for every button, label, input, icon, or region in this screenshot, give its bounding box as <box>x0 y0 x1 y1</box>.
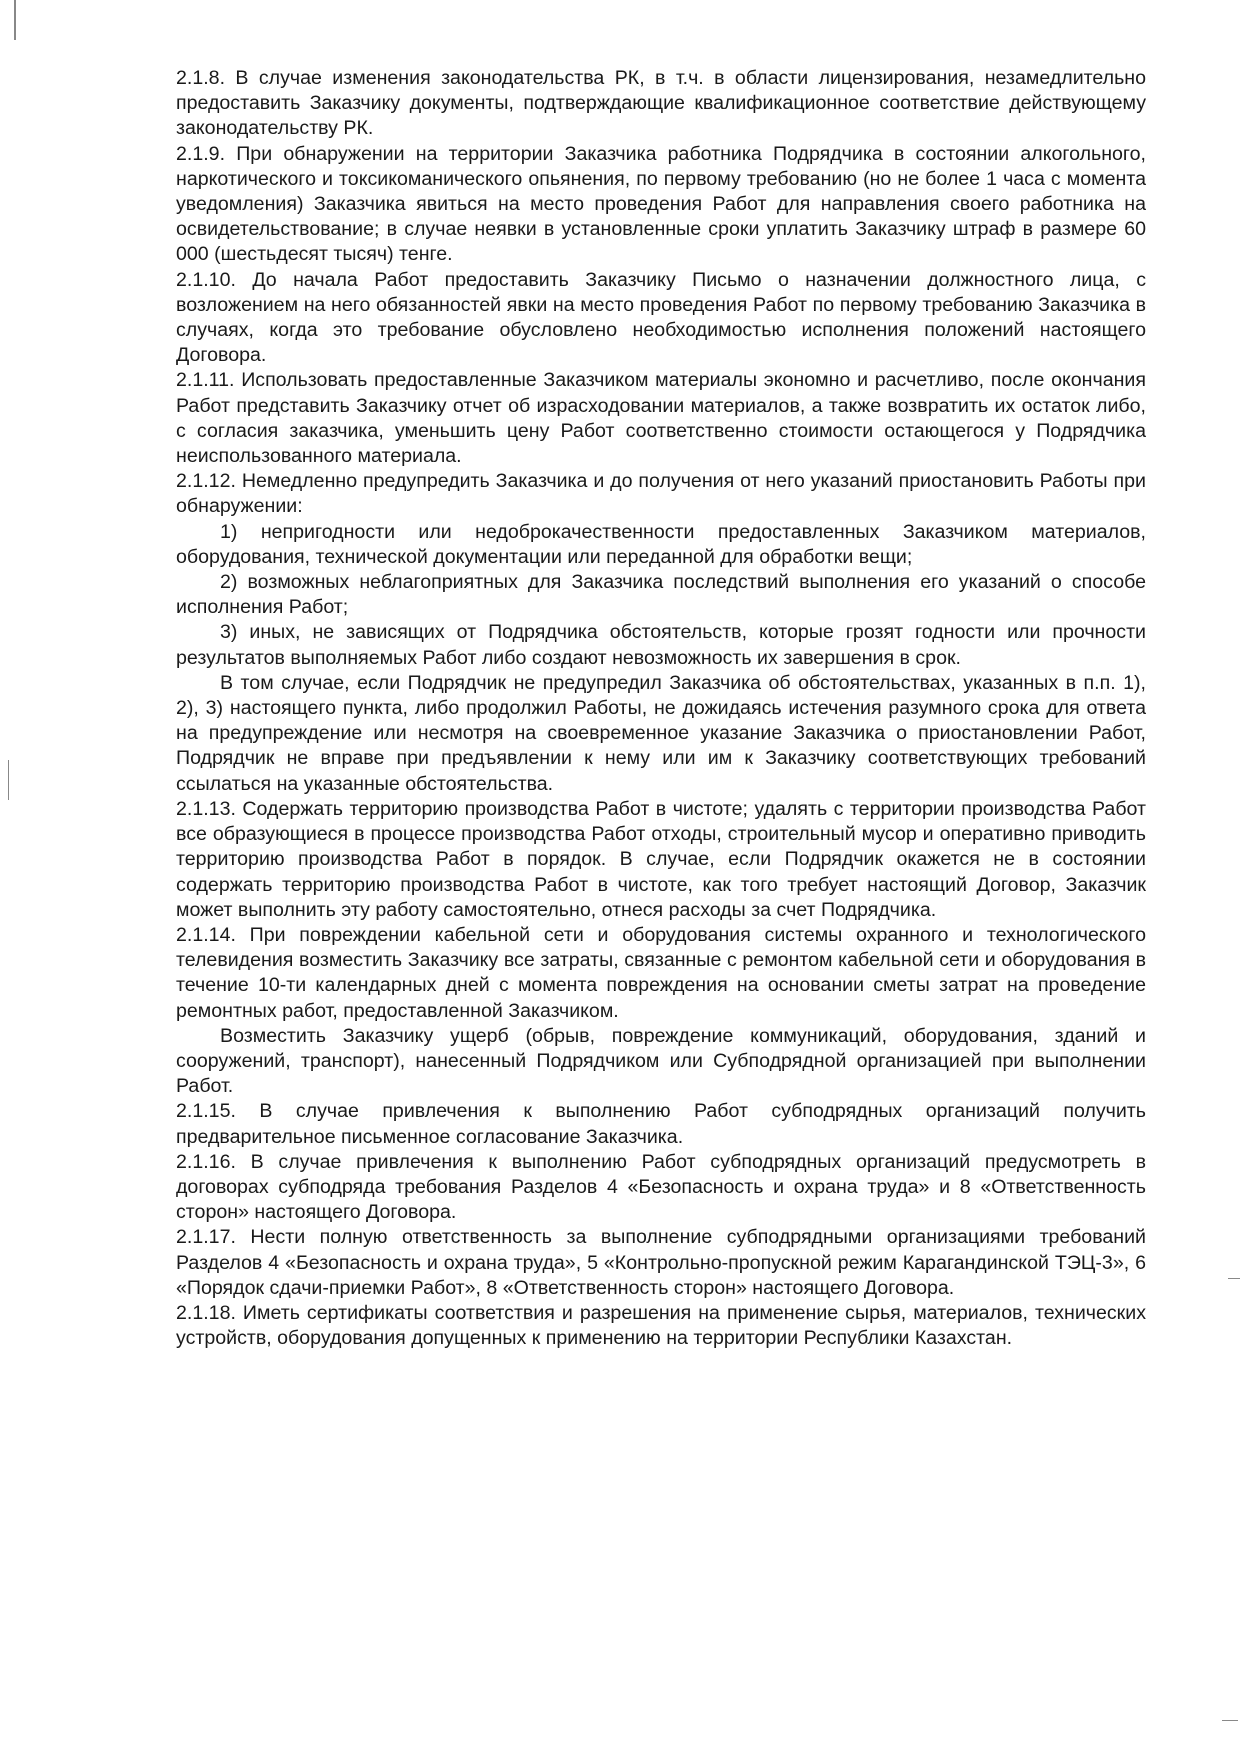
clause-2-1-13: 2.1.13. Содержать территорию производства Работ в чистоте; удалять с территории производства Работ все образующиеся в процессе производства Работ отходы, строительный мусор и оперативно приводить территорию производства Работ в порядок. В случае, если Подрядчик окажется не в состоянии содержать территорию производства Работ в чистоте, как того требует настоящий Договор, Заказчик может выполнить эту работу самостоятельно, отнеся расходы за счет Подрядчика. <box>176 797 1146 921</box>
clause-2-1-12: 2.1.12. Немедленно предупредить Заказчика и до получения от него указаний приостановить Работы при обнаружении: <box>176 470 1146 518</box>
clause-2-1-14: 2.1.14. При повреждении кабельной сети и оборудования системы охранного и технологического телевидения возместить Заказчику все затраты, связанные с ремонтом кабельной сети и оборудования в течение 10-ти календарных дней с момента повреждения на основании сметы затрат на проведение ремонтных работ, предоставленной Заказчиком. <box>176 923 1146 1022</box>
clause-2-1-14-note: Возместить Заказчику ущерб (обрыв, повреждение коммуникаций, оборудования, зданий и сооружений, транспорт), нанесенный Подрядчиком или Субподрядной организацией при выполнении Работ. <box>176 1024 1146 1098</box>
clause-2-1-10: 2.1.10. До начала Работ предоставить Заказчику Письмо о назначении должностного лица, с возложением на него обязанностей явки на место проведения Работ по первому требованию Заказчика в случаях, когда это требование обусловлено необходимостью исполнения положений настоящего Договора. <box>176 268 1146 367</box>
clause-2-1-12-item-2: 2) возможных неблагоприятных для Заказчика последствий выполнения его указаний о способе исполнения Работ; <box>176 571 1146 619</box>
clause-2-1-16: 2.1.16. В случае привлечения к выполнению Работ субподрядных организаций предусмотреть в договорах субподряда требования Разделов 4 «Безопасность и охрана труда» и 8 «Ответственность сторон» настоящего Договора. <box>176 1150 1146 1224</box>
scan-mark-right <box>1228 1278 1240 1279</box>
scan-mark-left-lower <box>8 760 9 800</box>
scan-mark-left <box>14 0 16 40</box>
clause-2-1-8: 2.1.8. В случае изменения законодательства РК, в т.ч. в области лицензирования, незамедлительно предоставить Заказчику документы, подтверждающие квалификационное соответствие действующему законодательству РК. <box>176 67 1146 140</box>
clause-2-1-15: 2.1.15. В случае привлечения к выполнению Работ субподрядных организаций получить предварительное письменное согласование Заказчика. <box>176 1100 1146 1148</box>
document-page <box>176 66 1146 1351</box>
clause-2-1-12-item-3: 3) иных, не зависящих от Подрядчика обстоятельств, которые грозят годности или прочности результатов выполняемых Работ либо создают невозможность их завершения в срок. <box>176 621 1146 669</box>
clause-2-1-9: 2.1.9. При обнаружении на территории Заказчика работника Подрядчика в состоянии алкогольного, наркотического и токсикоманического опьянения, по первому требованию (но не более 1 часа с момента уведомления) Заказчика явиться на место проведения Работ для направления своего работника на освидетельствование; в случае неявки в установленные сроки уплатить Заказчику штраф в размере 60 000 (шестьдесят тысяч) тенге. <box>176 142 1146 266</box>
scan-mark-right-bottom <box>1222 1720 1238 1721</box>
clause-2-1-11: 2.1.11. Использовать предоставленные Заказчиком материалы экономно и расчетливо, после окончания Работ представить Заказчику отчет об израсходовании материалов, а также возвратить их остаток либо, с согласия заказчика, уменьшить цену Работ соответственно стоимости остающегося у Подрядчика неиспользованного материала. <box>176 369 1146 468</box>
clause-2-1-18: 2.1.18. Иметь сертификаты соответствия и разрешения на применение сырья, материалов, технических устройств, оборудования допущенных к применению на территории Республики Казахстан. <box>176 1301 1146 1350</box>
clause-2-1-12-note: В том случае, если Подрядчик не предупредил Заказчика об обстоятельствах, указанных в п.п. 1), 2), 3) настоящего пункта, либо продолжил Работы, не дожидаясь истечения разумного срока для ответа на предупреждение или несмотря на своевременное указание Заказчика о приостановлении Работ, Подрядчик не вправе при предъявлении к нему или им к Заказчику соответствующих требований ссылаться на указанные обстоятельства. <box>176 671 1146 795</box>
clause-2-1-12-item-1: 1) непригодности или недоброкачественности предоставленных Заказчиком материалов, оборудования, технической документации или переданной для обработки вещи; <box>176 520 1146 568</box>
clause-2-1-17: 2.1.17. Нести полную ответственность за выполнение субподрядными организациями требований Разделов 4 «Безопасность и охрана труда», 5 «Контрольно-пропускной режим Карагандинской ТЭЦ-3», 6 «Порядок сдачи-приемки Работ», 8 «Ответственность сторон» настоящего Договора. <box>176 1226 1146 1299</box>
